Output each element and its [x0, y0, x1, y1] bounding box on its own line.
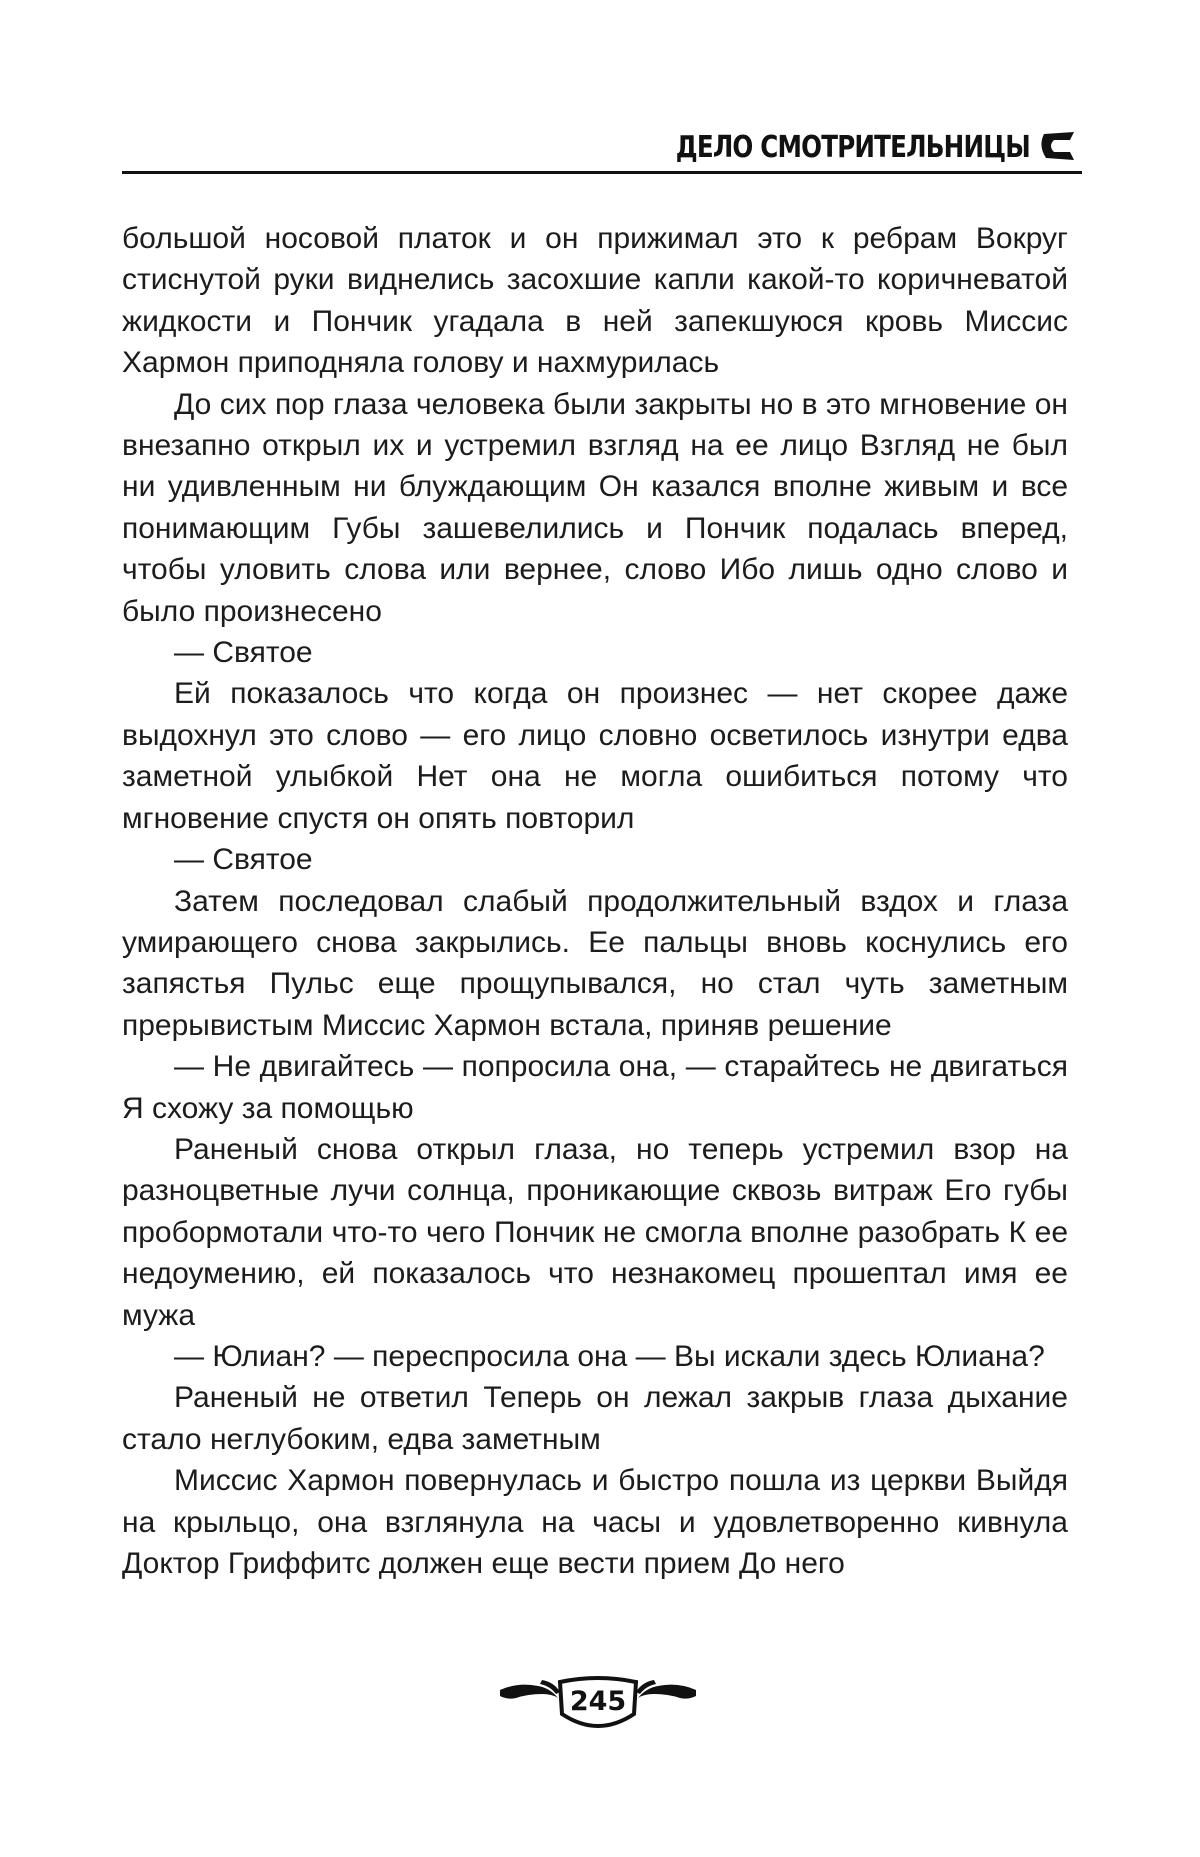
running-title: ДЕЛО СМОТРИТЕЛЬНИЦЫ [675, 130, 1030, 165]
paragraph: До сих пор глаза человека были закрыты но в это мгновение он внезапно открыл их и устремил взгляд на ее лицо Взгляд не был ни удивленным ни блуждающим Он казался вполне живым и все понимающим Губы зашевелились и Пончик подалась вперед, чтобы уловить слова или вернее, слово Ибо лишь одно слово и было произнесено [122, 387, 1068, 628]
page-footer [498, 1668, 698, 1738]
dialogue-line: — Святое [174, 843, 313, 877]
paragraph: Раненый снова открыл глаза, но теперь устремил взор на разноцветные лучи солнца, проникающие сквозь витраж Его губы пробормотали что-то чего Пончик не смогла вполне разобрать К ее недоумению, ей показалось что незнакомец прошептал имя ее мужа [122, 1132, 1068, 1332]
paragraph: Миссис Хармон повернулась и быстро пошла из церкви Выйдя на крыльцо, она взглянула на часы и удовлетворенно кивнула Доктор Гриффитс должен еще вести прием До него [122, 1464, 1068, 1580]
paragraph: Затем последовал слабый продолжительный вздох и глаза умирающего снова закрылись. Ее пальцы вновь коснулись его запястья Пульс еще прощупывался, но стал чуть заметным прерывистым Миссис Хармон встала, приняв решение [122, 884, 1068, 1042]
publisher-logo-icon [1040, 128, 1080, 164]
paragraph: Раненый не ответил Теперь он лежал закрыв глаза дыхание стало неглубоким, едва заметным [122, 1381, 1068, 1456]
body-text [122, 218, 1068, 1584]
page-number: 245 [569, 1686, 627, 1717]
dialogue-line: — Не двигайтесь — попросила она, — старайтесь не двигаться Я схожу за помощью [122, 1050, 1068, 1125]
paragraph: Ей показалось что когда он произнес — нет скорее даже выдохнул это слово — его лицо словно осветилось изнутри едва заметной улыбкой Нет она не могла ошибиться потому что мгновение спустя он опять повторил [122, 677, 1068, 835]
dialogue-line: — Юлиан? — переспросила она — Вы искали здесь Юлиана? [174, 1339, 1045, 1373]
header-rule [122, 171, 1082, 174]
running-header [122, 122, 1082, 174]
paragraph: большой носовой платок и он прижимал это к ребрам Вокруг стиснутой руки виднелись засохшие капли какой-то коричневатой жидкости и Пончик угадала в ней запекшуюся кровь Миссис Хармон приподняла голову и нахмурилась [122, 222, 1068, 380]
dialogue-line: — Святое [174, 636, 313, 670]
